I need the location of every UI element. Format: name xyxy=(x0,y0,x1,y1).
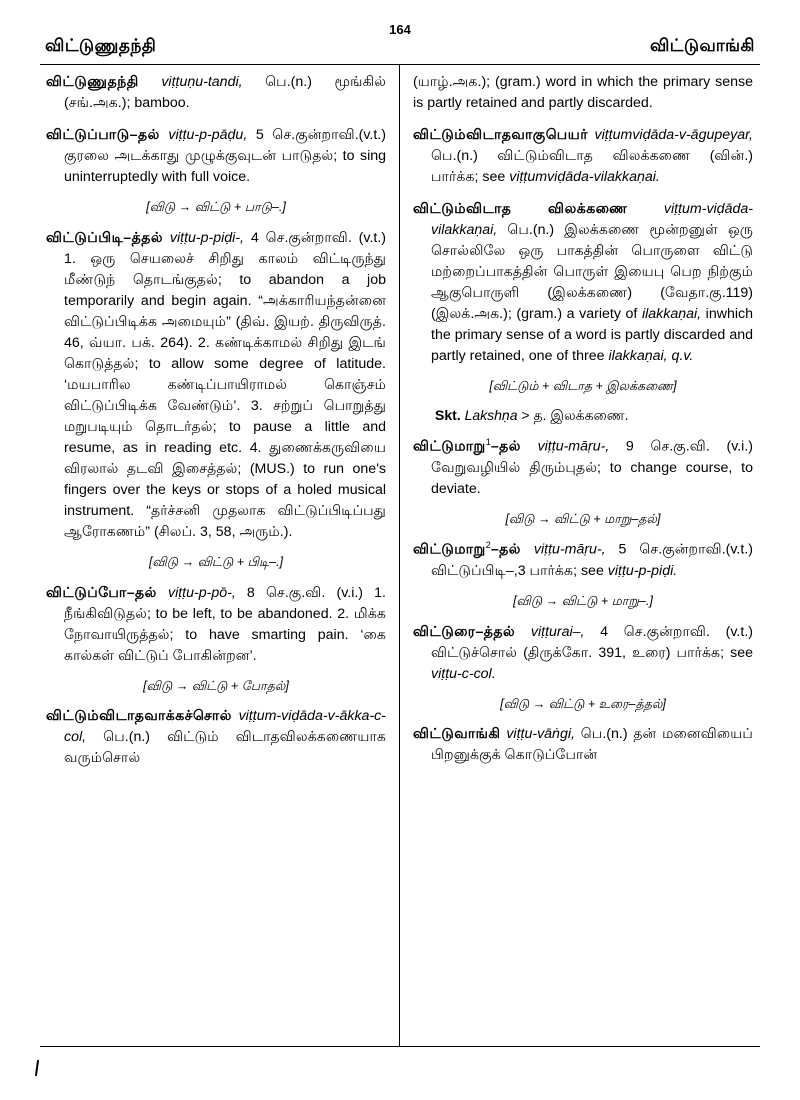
etymology-note: [விட்டும் + விடாத + இலக்கணை] xyxy=(489,379,677,394)
term-italic: ilakkaṇai, xyxy=(641,306,702,323)
romanization: viṭṭumviḍāda-v-āgupeyar, xyxy=(594,127,753,144)
headword: விட்டும்விடாதவாக்கச்சொல் xyxy=(46,708,232,725)
cross-reference: viṭṭu-p-piḍi. xyxy=(607,562,678,579)
definition-text: 5 செ.குன்றாவி.(v.t.) குரலை அடக்காது முழுக்குவுடன் பாடுதல்; to sing uninterruptedly with full voice. xyxy=(64,127,386,186)
definition-text: பெ.(n.) இலக்கணை மூன்றனுள் ஒரு சொல்லிலே ஒரு பாகத்தின் பொருளை விட்டு மற்றைப்பாகத்தின் பொருள் இயைபு பெற நிற்கும் ஆகுபொருளி (இலக்கணை) (வேதா.கு.119) (இலக்.அக.); (gram.) a variety of xyxy=(431,222,753,323)
column-left xyxy=(46,72,386,1044)
headword: விட்டும்விடாத விலக்கணை xyxy=(413,201,628,218)
definition-text: பெ.(n.) தன் மனைவியைப் பிறனுக்குக் கொடுப்போன் xyxy=(431,726,753,764)
headword: விட்டுமாறு xyxy=(413,541,486,558)
definition-text: பெ.(n.) மூங்கில் (சங்.அக.); bamboo. xyxy=(64,74,386,112)
headword: விட்டுவாங்கி xyxy=(413,726,501,743)
page-edge-mark xyxy=(35,1060,39,1076)
romanization: viṭṭu-p-pāḍu, xyxy=(168,127,248,144)
definition-text-cont: inwhich the primary sense of a word is partly discarded and partly retained, one of three xyxy=(431,306,753,365)
dictionary-entry xyxy=(46,706,386,769)
romanization: viṭṭum-viḍāda- vilakkaṇai, xyxy=(431,201,753,239)
definition-text: 4 செ.குன்றாவி. (v.t.) 1. ஒரு செயலைச் சிறிது காலம் விட்டிருந்து மீண்டுந் தொடங்குதல்; to abandon a job temporarily and begin again. “அக்காரியந்தன்னை விட்டுப்பிடிக்க அமையும்” (திவ். இயற். திருவிருத். 46, வ்யா. பக். 264). 2. கண்டிக்காமல் சிறிது இடங் கொடுத்தல்; to allow some degree of latitude. ‘மயபாரில கண்டிப்பாயிராமல் கொஞ்சம் விட்டுப்பிடிக்க வேண்டும்’. 3. சற்றுப் பொறுத்து மறுபடியும் தொடர்தல்; to pause a little and resume, as in reading etc. 4. துணைக்கருவியை விரலால் தடவி இசைத்தல்; (MUS.) to run one's fingers over the keys or stops of a holed musical instrument. “தர்ச்சனி முதலாக விட்டுப்பிடிப்பது ஆரோகணம்” (சிலப். 3, 58, அரும்.). xyxy=(64,229,386,540)
header-divider-rule xyxy=(40,64,760,65)
headword: விட்டுப்பாடு–தல் xyxy=(46,127,160,144)
etymology-note: [விடு → விட்டு + போதல்] xyxy=(143,678,289,693)
definition-text: 9 செ.கு.வி. (v.i.) வேறுவழியில் திரும்புதல்; to change course, to deviate. xyxy=(431,438,753,497)
sanskrit-word: Lakshṇa xyxy=(464,406,518,423)
romanization: viṭṭuṇu-tandi, xyxy=(161,74,243,90)
dictionary-entry xyxy=(413,199,753,367)
headword: விட்டும்விடாதவாகுபெயர் xyxy=(413,127,589,144)
dictionary-entry xyxy=(46,583,386,667)
headword: விட்டுரை–த்தல் xyxy=(413,623,516,640)
headword: விட்டுணுதந்தி xyxy=(46,74,139,90)
sanskrit-label: Skt. xyxy=(435,406,461,423)
headword: விட்டுப்போ–தல் xyxy=(46,584,157,601)
running-head-left: விட்டுணுதந்தி xyxy=(45,36,157,55)
romanization: viṭṭu-māṛu-, xyxy=(537,438,610,455)
etymology-note: [விடு → விட்டு + மாறு–.] xyxy=(513,594,653,608)
dictionary-entry xyxy=(46,125,386,188)
dictionary-entry xyxy=(413,436,753,500)
homograph-number: 1 xyxy=(485,436,491,447)
definition-text: பெ.(n.) விட்டும் விடாதவிலக்கணையாக வரும்சொல் xyxy=(64,729,386,767)
dictionary-entry xyxy=(413,724,753,766)
headword: விட்டுமாறு xyxy=(413,438,486,455)
romanization: viṭṭu-vāṅgi, xyxy=(506,726,575,743)
romanization: viṭṭu-māṛu-, xyxy=(533,541,606,558)
cross-reference: viṭṭu-c-col. xyxy=(431,665,496,682)
footer-divider-rule xyxy=(40,1046,760,1047)
continued-definition: (யாழ்.அக.); (gram.) word in which the primary sense is partly retained and partly discarded. xyxy=(413,74,753,112)
running-head-right: விட்டுவாங்கி xyxy=(649,36,755,55)
etymology-note: [விடு → விட்டு + பாடு–.] xyxy=(146,200,286,215)
headword-suffix: –தல் xyxy=(490,541,521,558)
dictionary-entry xyxy=(413,125,753,188)
romanization: viṭṭum-viḍāda-v-ākka-c-col, xyxy=(64,708,386,746)
dictionary-entry xyxy=(413,539,753,582)
dictionary-entry xyxy=(46,228,386,543)
dictionary-entry xyxy=(413,622,753,685)
homograph-number: 2 xyxy=(485,540,491,551)
romanization: viṭṭu-p-pō-, xyxy=(167,584,236,601)
headword-suffix: –தல் xyxy=(490,438,521,455)
definition-text: பெ.(n.) விட்டும்விடாத விலக்கணை (வின்.) பார்க்க; see xyxy=(431,148,753,186)
definition-text: 5 செ.குன்றாவி.(v.t.) விட்டுப்பிடி–,3 பார்க்க; see xyxy=(431,541,753,579)
column-right xyxy=(413,72,753,1044)
cross-reference: ilakkaṇai, q.v. xyxy=(608,348,694,365)
headword: விட்டுப்பிடி–த்தல் xyxy=(46,229,164,246)
dictionary-entry xyxy=(46,72,386,114)
cross-reference: viṭṭumviḍāda-vilakkaṇai. xyxy=(509,169,660,186)
etymology-note: [விடு → விட்டு + பிடி–.] xyxy=(148,554,284,569)
sanskrit-gloss: > த. இலக்கணை. xyxy=(517,406,629,423)
definition-text: 4 செ.குன்றாவி. (v.t.) விட்டுச்சொல் (திருக்கோ. 391, உரை) பார்க்க; see xyxy=(431,623,753,661)
sanskrit-note xyxy=(413,407,753,426)
page-number: 164 xyxy=(389,22,411,37)
etymology-note: [விடு → விட்டு + மாறு–தல்] xyxy=(505,511,661,526)
etymology-note: [விடு → விட்டு + உரை–த்தல்] xyxy=(500,696,666,711)
romanization: viṭṭurai–, xyxy=(530,623,585,640)
text-columns xyxy=(40,72,760,1044)
definition-text: 8 செ.கு.வி. (v.i.) 1. நீங்கிவிடுதல்; to be left, to be abandoned. 2. மிக்க நோவாயிருத்தல்; to have smarting pain. ‘கை கால்கள் விட்டுப் போகின்றன’. xyxy=(64,584,386,664)
page-header xyxy=(40,22,760,60)
romanization: viṭṭu-p-piḍi-, xyxy=(169,229,245,246)
